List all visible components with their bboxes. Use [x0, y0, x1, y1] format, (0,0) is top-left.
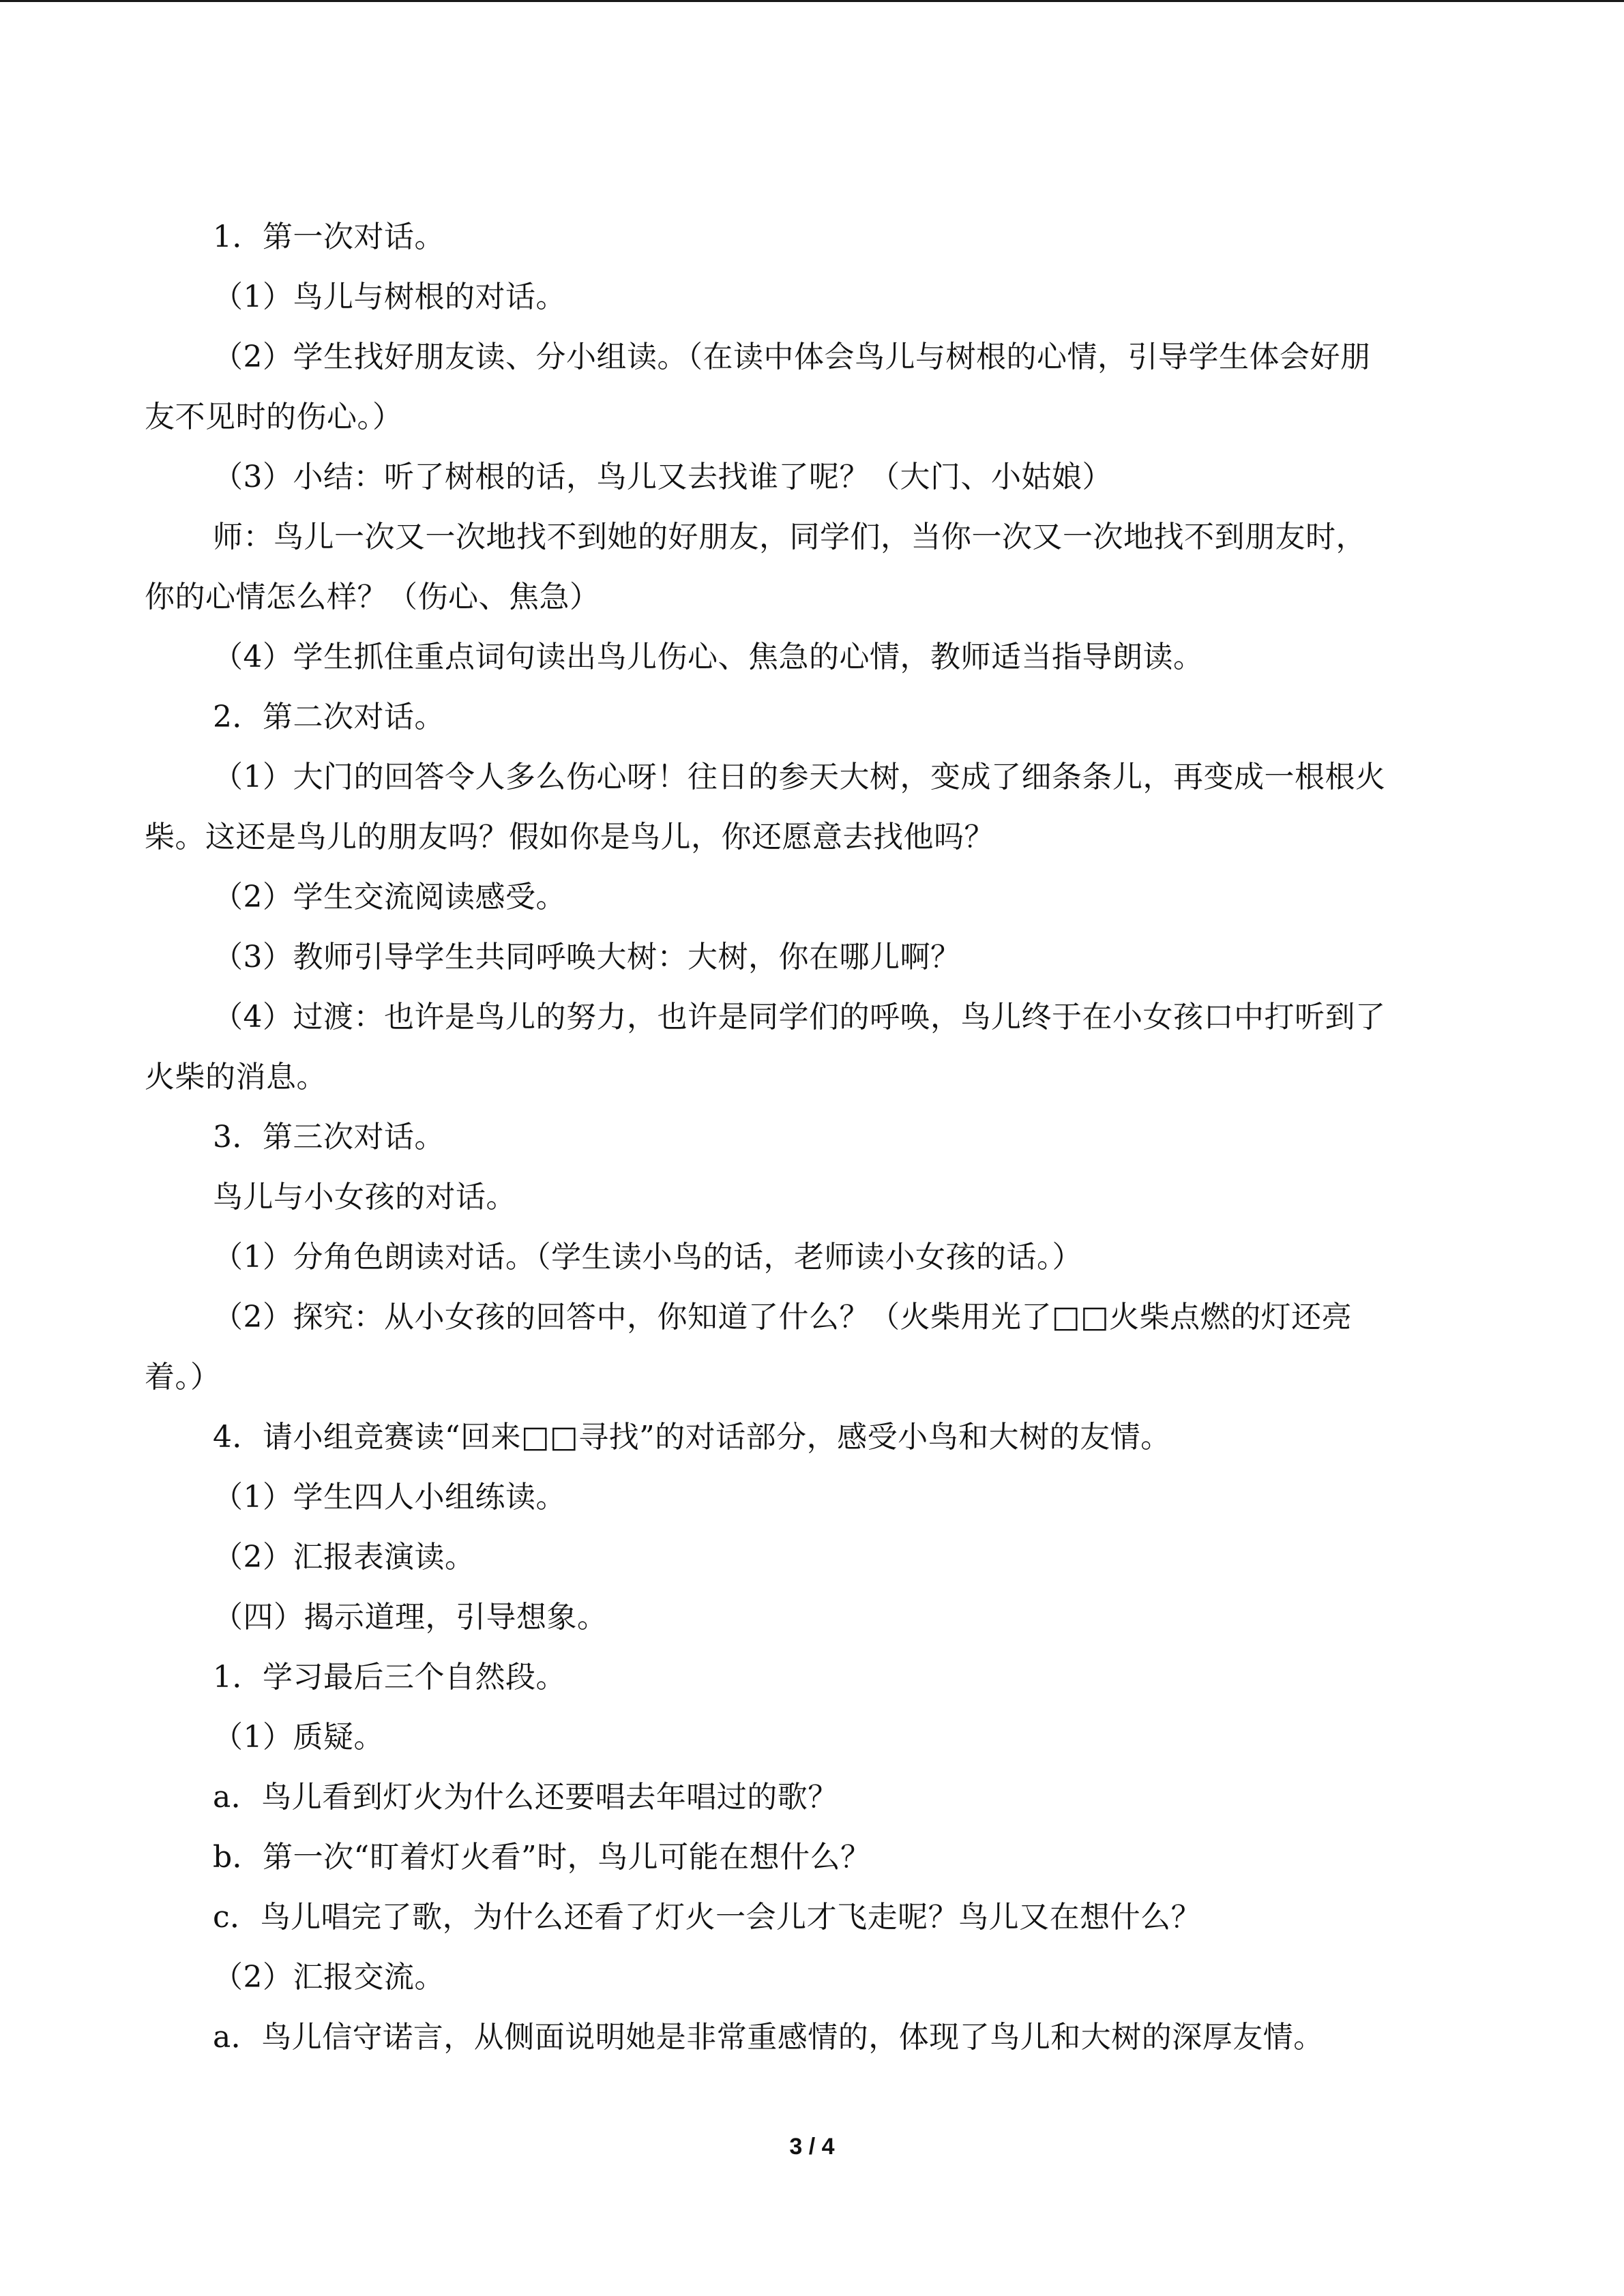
document-line: （2）探究：从小女孩的回答中，你知道了什么？（火柴用光了□□火柴点燃的灯还亮	[213, 1300, 1353, 1335]
document-line: （2）汇报表演读。	[213, 1540, 475, 1575]
document-line: （2）学生交流阅读感受。	[213, 880, 566, 914]
document-line: （1）学生四人小组练读。	[213, 1480, 566, 1515]
document-line: （1）质疑。	[213, 1720, 384, 1755]
document-line: （1）鸟儿与树根的对话。	[213, 280, 566, 314]
document-line: 1．第一次对话。	[213, 220, 445, 254]
document-line: b．第一次“盯着灯火看”时，鸟儿可能在想什么？	[213, 1840, 871, 1875]
document-line: 你的心情怎么样？（伤心、焦急）	[145, 580, 600, 614]
document-line: 3．第三次对话。	[213, 1120, 445, 1154]
document-line: 1．学习最后三个自然段。	[213, 1660, 566, 1695]
document-line: a．鸟儿信守诺言，从侧面说明她是非常重感情的，体现了鸟儿和大树的深厚友情。	[213, 2020, 1324, 2055]
document-line: 师：鸟儿一次又一次地找不到她的好朋友，同学们，当你一次又一次地找不到朋友时，	[213, 520, 1366, 554]
document-line: 4．请小组竞赛读“回来□□寻找”的对话部分，感受小鸟和大树的友情。	[213, 1420, 1171, 1455]
document-line: （3）小结：听了树根的话，鸟儿又去找谁了呢？（大门、小姑娘）	[213, 460, 1112, 494]
document-line: （四）揭示道理，引导想象。	[213, 1600, 608, 1635]
document-line: （3）教师引导学生共同呼唤大树：大树，你在哪儿啊？	[213, 940, 961, 974]
document-line: 友不见时的伤心。）	[145, 400, 403, 434]
document-line: （4）过渡：也许是鸟儿的努力，也许是同学们的呼唤，鸟儿终于在小女孩口中打听到了	[213, 1000, 1386, 1034]
document-body	[145, 207, 1454, 2068]
document-line: （2）学生找好朋友读、分小组读。（在读中体会鸟儿与树根的心情，引导学生体会好朋	[213, 340, 1371, 374]
document-line: 着。）	[145, 1360, 221, 1395]
document-line: 火柴的消息。	[145, 1060, 327, 1094]
document-line: a．鸟儿看到灯火为什么还要唱去年唱过的歌？	[213, 1780, 838, 1815]
document-line: （4）学生抓住重点词句读出鸟儿伤心、焦急的心情，教师适当指导朗读。	[213, 640, 1204, 674]
document-line: （1）大门的回答令人多么伤心呀！往日的参天大树，变成了细条条儿，再变成一根根火	[213, 760, 1386, 794]
document-line: c．鸟儿唱完了歌，为什么还看了灯火一会儿才飞走呢？鸟儿又在想什么？	[213, 1900, 1202, 1935]
document-line: （2）汇报交流。	[213, 1960, 445, 1995]
document-line: 鸟儿与小女孩的对话。	[213, 1180, 516, 1214]
document-line: （1）分角色朗读对话。（学生读小鸟的话，老师读小女孩的话。）	[213, 1240, 1082, 1274]
document-line: 2．第二次对话。	[213, 700, 445, 734]
top-border-rule	[0, 0, 1624, 2]
page-number: 3 / 4	[789, 2134, 835, 2160]
document-line: 柴。这还是鸟儿的朋友吗？假如你是鸟儿，你还愿意去找他吗？	[145, 820, 994, 854]
